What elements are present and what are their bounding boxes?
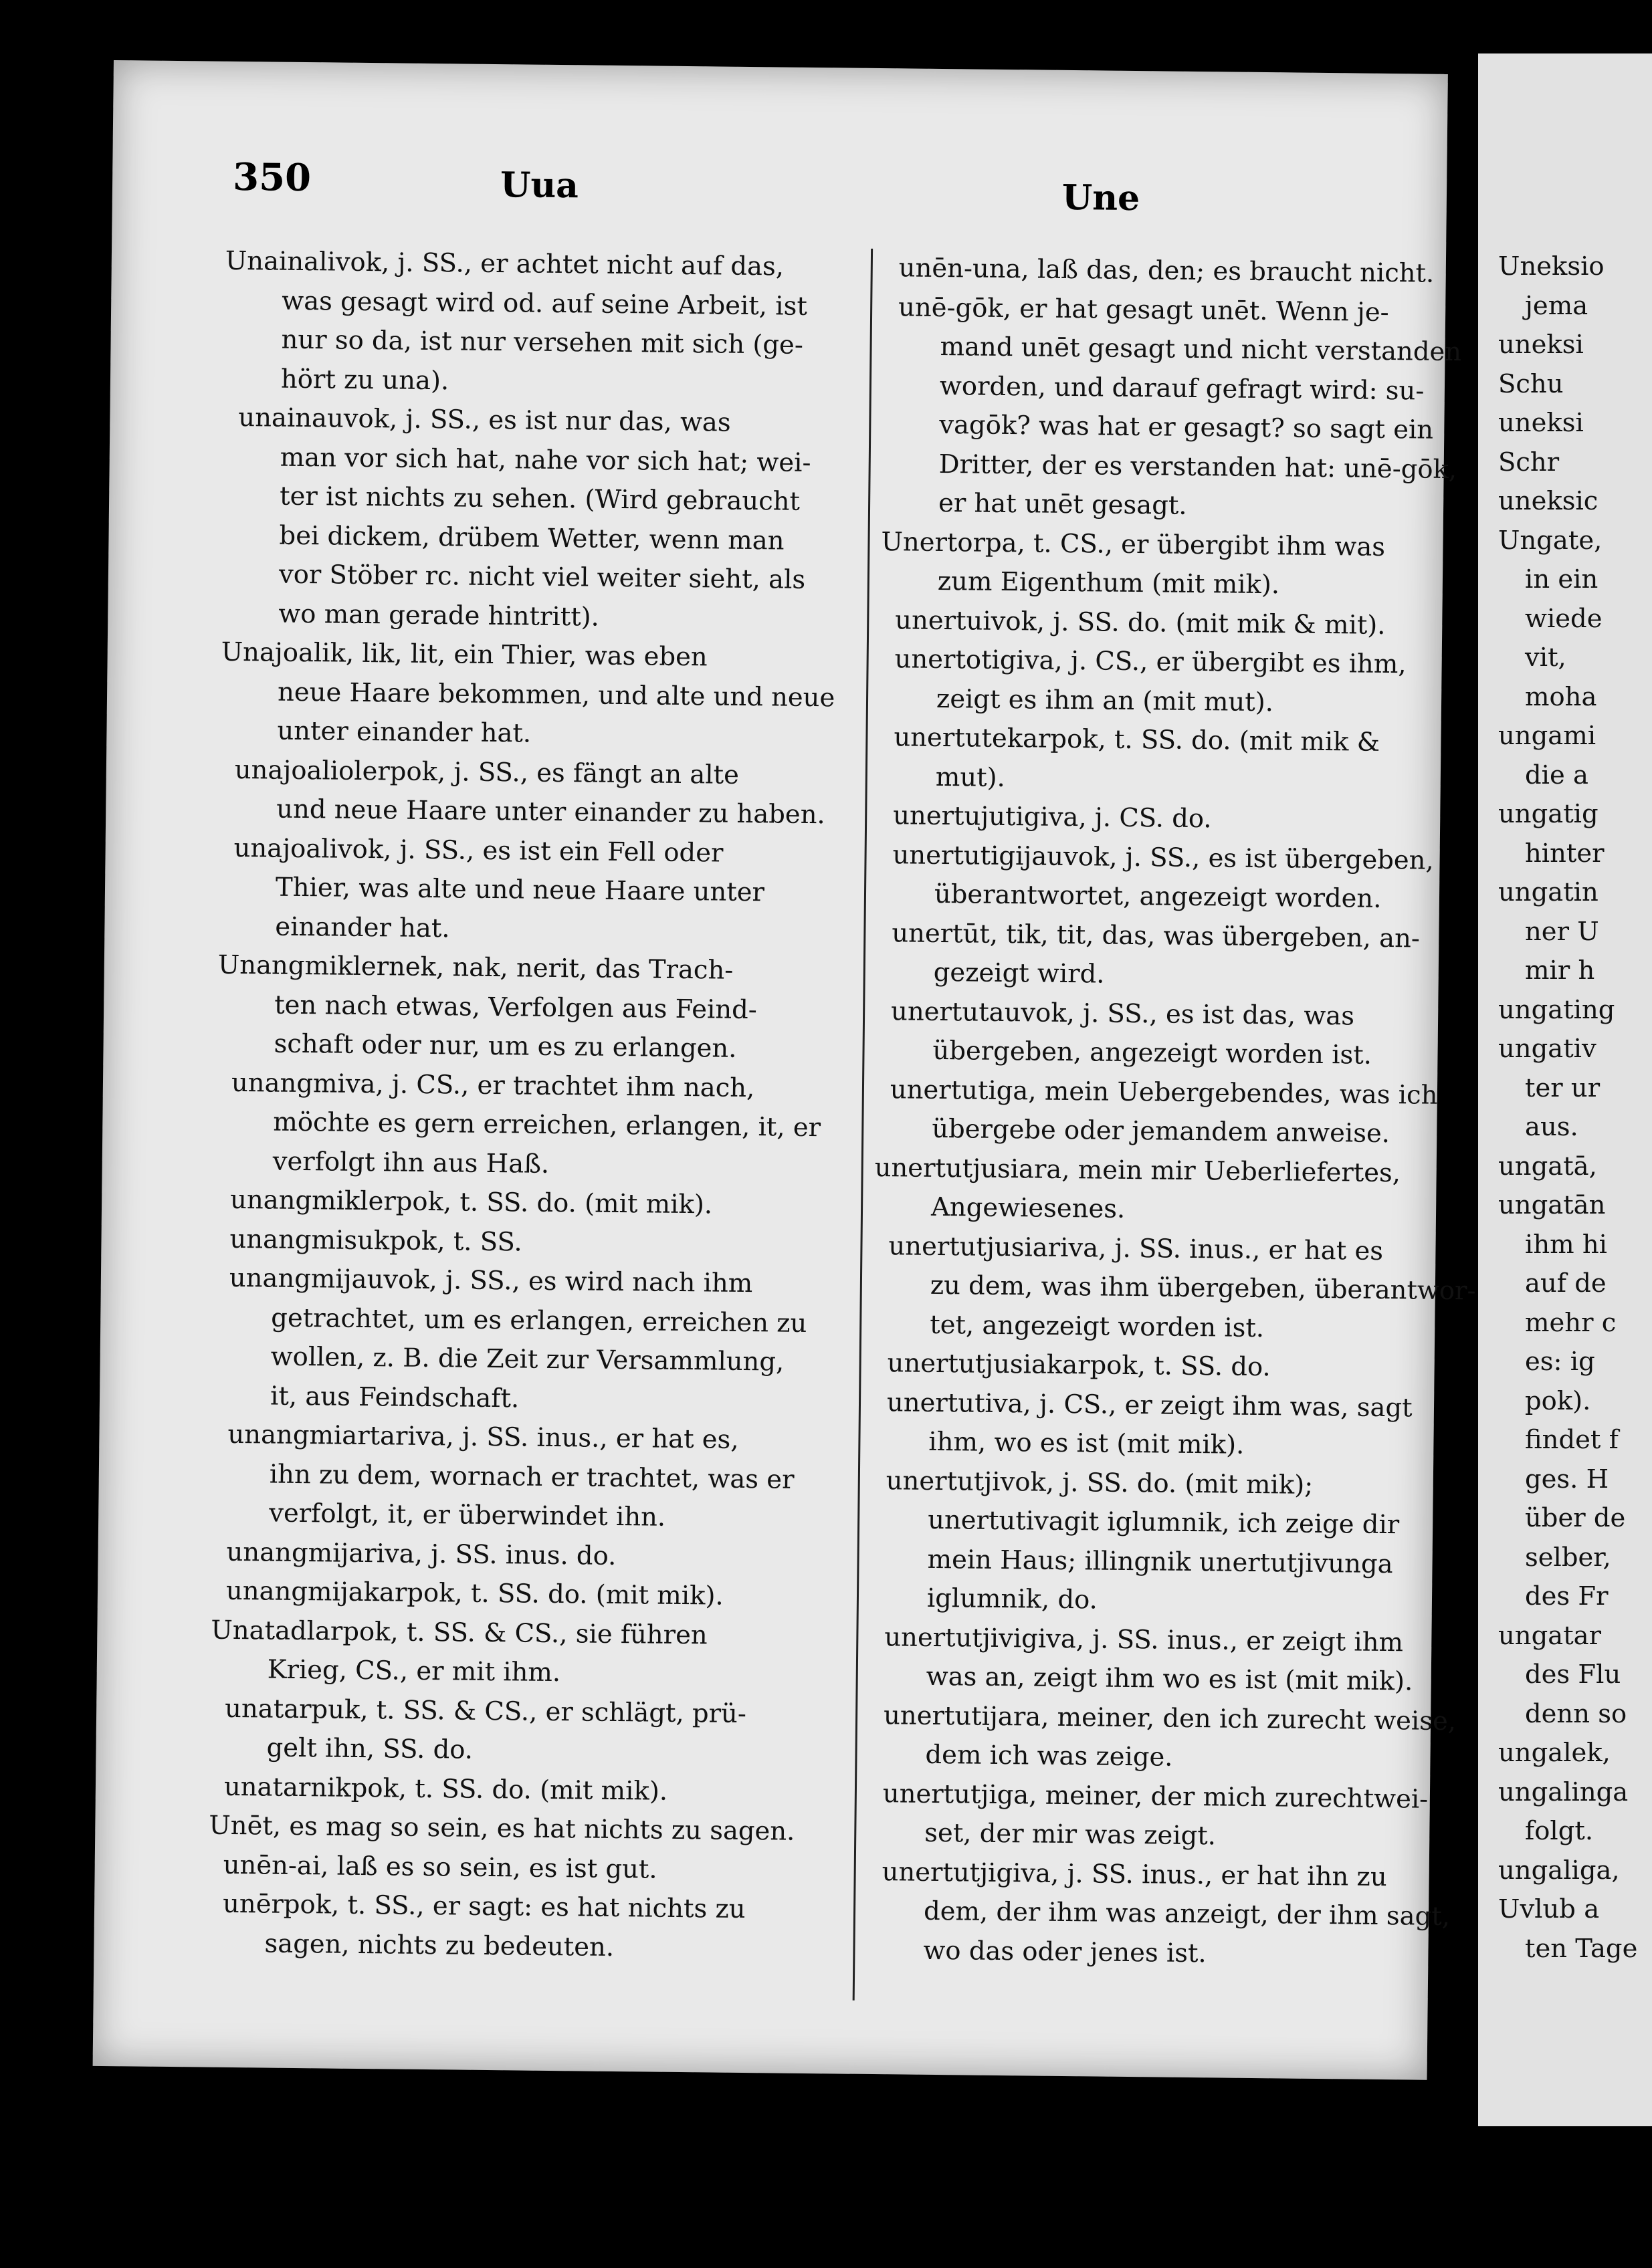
- dictionary-page: [93, 60, 1476, 2080]
- dictionary-entry: [208, 1845, 837, 1891]
- entry-continuation: iglumnik, do.: [926, 1583, 1098, 1615]
- next-page-line: ungatin: [1498, 877, 1598, 907]
- dictionary-entry: [881, 523, 1514, 608]
- entry-headline: unangmisukpok, t. SS.: [229, 1224, 522, 1257]
- dictionary-entry: [219, 750, 849, 835]
- entry-continuation: neue Haare bekommen, und alte und neue: [277, 677, 835, 713]
- entry-headline: unangmiartariva, j. SS. inus., er hat es,: [227, 1419, 739, 1455]
- entry-headline: unatarpuk, t. SS. & CS., er schlägt, prü-: [224, 1693, 747, 1729]
- entry-continuation: it, aus Feindschaft.: [270, 1381, 520, 1413]
- dictionary-entry: [880, 640, 1512, 725]
- dictionary-entry: [224, 242, 854, 405]
- entry-continuation: schaft oder nur, um es zu erlangen.: [274, 1028, 737, 1064]
- entry-headline: unertutjusiariva, j. SS. inus., er hat es: [888, 1230, 1384, 1266]
- next-page-line: hinter: [1525, 838, 1605, 869]
- entry-continuation: Thier, was alte und neue Haare unter: [275, 872, 765, 908]
- entry-headline: unēn-ai, laß es so sein, es ist gut.: [223, 1849, 657, 1885]
- running-head-right: Une: [1061, 177, 1140, 219]
- next-page-line: uneksi: [1498, 330, 1584, 360]
- next-page-line: folgt.: [1525, 1816, 1594, 1846]
- dictionary-entry: [871, 1383, 1504, 1468]
- entry-headline: unēn-una, laß das, den; es braucht nicht.: [898, 253, 1435, 289]
- next-page-line: aus.: [1525, 1112, 1578, 1142]
- next-page-line: die a: [1525, 760, 1588, 790]
- next-page-line: pok).: [1525, 1385, 1591, 1416]
- next-page-line: selber,: [1525, 1542, 1611, 1573]
- entry-continuation: ten nach etwas, Verfolgen aus Feind-: [274, 990, 758, 1025]
- entry-continuation: nur so da, ist nur versehen mit sich (ge-: [281, 324, 804, 360]
- dictionary-entry: [882, 288, 1516, 530]
- next-page-line: ten Tage: [1525, 1933, 1638, 1964]
- entry-continuation: ihm, wo es ist (mit mik).: [928, 1426, 1245, 1460]
- entry-continuation: übergebe oder jemandem anweise.: [932, 1113, 1390, 1149]
- next-page-line: jema: [1525, 290, 1588, 321]
- entry-continuation: set, der mir was zeigt.: [924, 1817, 1217, 1851]
- entry-continuation: wo das oder jenes ist.: [923, 1935, 1207, 1968]
- entry-continuation: gelt ihn, SS. do.: [266, 1732, 474, 1765]
- next-page-line: ungatā,: [1498, 1151, 1597, 1181]
- dictionary-entry: [209, 1807, 838, 1852]
- entry-headline: Unainalivok, j. SS., er achtet nicht auf das,: [225, 245, 785, 282]
- entry-continuation: mut).: [935, 762, 1006, 793]
- next-page-line: ner U: [1525, 916, 1599, 947]
- entry-headline: Unertorpa, t. CS., er übergibt ihm was: [881, 526, 1386, 562]
- next-page-line: auf de: [1525, 1268, 1607, 1298]
- entry-headline: unertutijara, meiner, den ich zurecht weise,: [883, 1700, 1457, 1736]
- entry-headline: unertuivok, j. SS. do. (mit mik & mit).: [895, 604, 1386, 641]
- entry-headline: unajoalivok, j. SS., es ist ein Fell oder: [233, 832, 724, 869]
- next-page-line: ungatān: [1498, 1190, 1606, 1220]
- dictionary-entry: [209, 1689, 839, 1774]
- entry-headline: unertutjivigiva, j. SS. inus., er zeigt ihm: [884, 1621, 1404, 1658]
- next-page-line: ungaliga,: [1498, 1855, 1620, 1886]
- left-column: [207, 242, 854, 1970]
- dictionary-entry: [207, 1885, 837, 1970]
- dictionary-entry: [879, 718, 1512, 803]
- entry-continuation: hört zu una).: [280, 364, 449, 396]
- dictionary-entry: [870, 1461, 1504, 1624]
- entry-continuation: dem ich was zeige.: [925, 1739, 1173, 1773]
- entry-continuation: vagōk? was hat er gesagt? so sagt ein: [939, 409, 1434, 445]
- next-page-line: denn so: [1525, 1698, 1627, 1729]
- next-page-line: Schr: [1498, 447, 1560, 477]
- entry-continuation: was an, zeigt ihm wo es ist (mit mik).: [926, 1661, 1413, 1697]
- entry-headline: unērpok, t. SS., er sagt: es hat nichts zu: [222, 1888, 746, 1925]
- entry-continuation: einander hat.: [275, 911, 450, 943]
- entry-continuation: ihn zu dem, wornach er trachtet, was er: [269, 1459, 795, 1495]
- next-page-line: ungami: [1498, 721, 1596, 751]
- entry-continuation: was gesagt wird od. auf seine Arbeit, ist: [282, 286, 808, 322]
- next-page-fragment: [1478, 53, 1652, 2126]
- right-column: [866, 249, 1516, 1976]
- next-page-line: mehr c: [1525, 1307, 1617, 1338]
- dictionary-entry: [215, 1181, 845, 1226]
- dictionary-entry: [220, 633, 850, 757]
- entry-continuation: zum Eigenthum (mit mik).: [937, 566, 1280, 600]
- next-page-line: ungalinga: [1498, 1777, 1629, 1807]
- dictionary-entry: [876, 914, 1509, 999]
- entry-continuation: bei dickem, drübem Wetter, wenn man: [279, 520, 785, 556]
- entry-continuation: unter einander hat.: [277, 715, 532, 749]
- entry-headline: unertutjusiara, mein mir Ueberliefertes,: [874, 1152, 1401, 1188]
- entry-continuation: worden, und darauf gefragt wird: su-: [939, 370, 1425, 407]
- next-page-line: vit,: [1525, 643, 1566, 673]
- next-page-line: ungativ: [1498, 1034, 1596, 1064]
- dictionary-entry: [884, 249, 1516, 294]
- entry-headline: unangmijakarpok, t. SS. do. (mit mik).: [225, 1575, 724, 1611]
- entry-headline: unertutjigiva, j. SS. inus., er hat ihn zu: [882, 1856, 1387, 1892]
- entry-continuation: und neue Haare unter einander zu haben.: [276, 794, 825, 830]
- entry-continuation: man vor sich hat, nahe vor sich hat; wei-: [280, 442, 811, 478]
- entry-continuation: Krieg, CS., er mit ihm.: [267, 1654, 561, 1688]
- entry-continuation: Dritter, der es verstanden hat: unē-gōk,: [938, 449, 1457, 485]
- entry-continuation: sagen, nichts zu bedeuten.: [264, 1928, 615, 1962]
- dictionary-entry: [873, 1226, 1506, 1350]
- dictionary-entry: [212, 1415, 842, 1539]
- page-header: [112, 154, 1447, 228]
- entry-headline: unertutiga, mein Uebergebendes, was ich: [890, 1074, 1438, 1111]
- entry-continuation: tet, angezeigt worden ist.: [930, 1309, 1265, 1343]
- entry-headline: unertutjiga, meiner, der mich zurechtwei-: [882, 1778, 1429, 1815]
- entry-headline: unangmiva, j. CS., er trachtet ihm nach,: [231, 1067, 755, 1103]
- entry-headline: unajoaliolerpok, j. SS., es fängt an alte: [234, 754, 740, 790]
- entry-continuation: unertutivagit iglumnik, ich zeige dir: [927, 1504, 1400, 1541]
- entry-headline: unangmijariva, j. SS. inus. do.: [226, 1537, 617, 1571]
- entry-continuation: gezeigt wird.: [933, 957, 1105, 990]
- next-page-line: mir h: [1525, 955, 1595, 986]
- entry-continuation: dem, der ihm was anzeigt, der ihm sagt,: [923, 1896, 1451, 1932]
- entry-headline: unertotigiva, j. CS., er übergibt es ihm,: [894, 644, 1407, 680]
- dictionary-entry: [875, 992, 1508, 1077]
- entry-headline: Unatadlarpok, t. SS. & CS., sie führen: [211, 1615, 708, 1650]
- entry-continuation: verfolgt ihn aus Haß.: [272, 1146, 550, 1179]
- dictionary-entry: [866, 1852, 1500, 1976]
- dictionary-entry: [211, 1572, 841, 1617]
- entry-headline: Unēt, es mag so sein, es hat nichts zu sagen.: [209, 1810, 795, 1847]
- dictionary-entry: [872, 1344, 1505, 1389]
- entry-headline: unertutjusiakarpok, t. SS. do.: [887, 1348, 1271, 1383]
- entry-continuation: Angewiesenes.: [930, 1192, 1126, 1224]
- next-page-line: ter ur: [1525, 1072, 1601, 1103]
- dictionary-entry: [213, 1259, 843, 1422]
- entry-continuation: übergeben, angezeigt worden ist.: [932, 1035, 1372, 1070]
- entry-continuation: mand unēt gesagt und nicht verstanden: [940, 331, 1462, 368]
- next-page-line: es: ig: [1525, 1347, 1595, 1377]
- entry-headline: unertutekarpok, t. SS. do. (mit mik &: [894, 722, 1380, 758]
- entry-headline: unangmijauvok, j. SS., es wird nach ihm: [229, 1262, 753, 1299]
- entry-headline: Unangmiklernek, nak, nerit, das Trach-: [217, 949, 734, 986]
- entry-headline: unertujutigiva, j. CS. do.: [892, 800, 1212, 834]
- entry-continuation: ter ist nichts zu sehen. (Wird gebraucht: [279, 481, 801, 517]
- dictionary-entry: [211, 1533, 841, 1578]
- entry-continuation: möchte es gern erreichen, erlangen, it, er: [273, 1107, 821, 1143]
- next-page-line: ungating: [1498, 994, 1615, 1025]
- dictionary-entry: [878, 796, 1511, 842]
- entry-headline: Unajoalik, lik, lit, ein Thier, was eben: [221, 637, 708, 673]
- page-number: 350: [232, 154, 312, 201]
- entry-continuation: wollen, z. B. die Zeit zur Versammlung,: [270, 1341, 785, 1377]
- next-page-line: ungalek,: [1498, 1738, 1611, 1768]
- entry-continuation: getrachtet, um es erlangen, erreichen zu: [271, 1302, 807, 1339]
- dictionary-entry: [877, 836, 1510, 921]
- next-page-text: [1498, 247, 1637, 1968]
- entry-headline: unē-gōk, er hat gesagt unēt. Wenn je-: [898, 292, 1389, 328]
- running-head-left: Uua: [500, 164, 579, 207]
- dictionary-entry: [875, 1070, 1508, 1155]
- entry-headline: unainauvok, j. SS., es ist nur das, was: [238, 402, 731, 438]
- dictionary-entry: [880, 601, 1513, 647]
- next-page-line: Schu: [1498, 368, 1564, 399]
- dictionary-entry: [867, 1774, 1500, 1859]
- entry-headline: unangmiklerpok, t. SS. do. (mit mik).: [229, 1184, 713, 1220]
- next-page-line: des Flu: [1525, 1660, 1621, 1690]
- entry-continuation: überantwortet, angezeigt worden.: [934, 879, 1382, 914]
- dictionary-entry: [215, 1220, 844, 1265]
- dictionary-entry: [217, 946, 847, 1070]
- entry-headline: unertutjivok, j. SS. do. (mit mik);: [886, 1465, 1314, 1500]
- next-page-line: Uvlub a: [1498, 1894, 1600, 1924]
- dictionary-entry: [869, 1617, 1502, 1702]
- entry-continuation: wo man gerade hintritt).: [278, 598, 600, 633]
- entry-continuation: mein Haus; illingnik unertutjivunga: [927, 1544, 1393, 1579]
- next-page-line: ungatar: [1498, 1620, 1602, 1651]
- next-page-line: ges. H: [1525, 1464, 1609, 1494]
- dictionary-entry: [868, 1696, 1501, 1781]
- entry-continuation: vor Stöber rc. nicht viel weiter sieht, als: [278, 559, 806, 595]
- next-page-line: uneksi: [1498, 408, 1584, 438]
- entry-continuation: verfolgt, it, er überwindet ihn.: [269, 1498, 666, 1533]
- dictionary-entry: [218, 828, 848, 952]
- entry-headline: unertutauvok, j. SS., es ist das, was: [890, 996, 1355, 1032]
- entry-headline: unertutiva, j. CS., er zeigt ihm was, sagt: [886, 1387, 1413, 1423]
- entry-headline: unertutigijauvok, j. SS., es ist übergeben,: [892, 839, 1434, 876]
- next-page-line: uneksic: [1498, 486, 1598, 516]
- next-page-line: Ungate,: [1498, 525, 1603, 556]
- next-page-line: moha: [1525, 681, 1597, 712]
- entry-continuation: zu dem, was ihm übergeben, überantwor-: [930, 1270, 1476, 1307]
- entry-headline: unertūt, tik, tit, das, was übergeben, an-: [892, 917, 1421, 954]
- next-page-line: in ein: [1525, 564, 1598, 594]
- dictionary-entry: [209, 1767, 839, 1813]
- next-page-line: über de: [1525, 1503, 1626, 1533]
- entry-headline: unatarnikpok, t. SS. do. (mit mik).: [223, 1771, 668, 1807]
- next-page-line: ihm hi: [1525, 1229, 1607, 1260]
- next-page-line: wiede: [1525, 603, 1603, 634]
- dictionary-entry: [215, 1063, 845, 1187]
- dictionary-entry: [221, 399, 853, 640]
- dictionary-entry: [874, 1149, 1507, 1234]
- dictionary-entry: [210, 1611, 839, 1696]
- entry-continuation: zeigt es ihm an (mit mut).: [936, 683, 1274, 717]
- next-page-line: findet f: [1525, 1425, 1619, 1455]
- next-page-line: Uneksio: [1498, 251, 1605, 281]
- entry-continuation: er hat unēt gesagt.: [938, 487, 1187, 521]
- next-page-line: ungatig: [1498, 799, 1598, 829]
- next-page-line: des Fr: [1525, 1581, 1609, 1611]
